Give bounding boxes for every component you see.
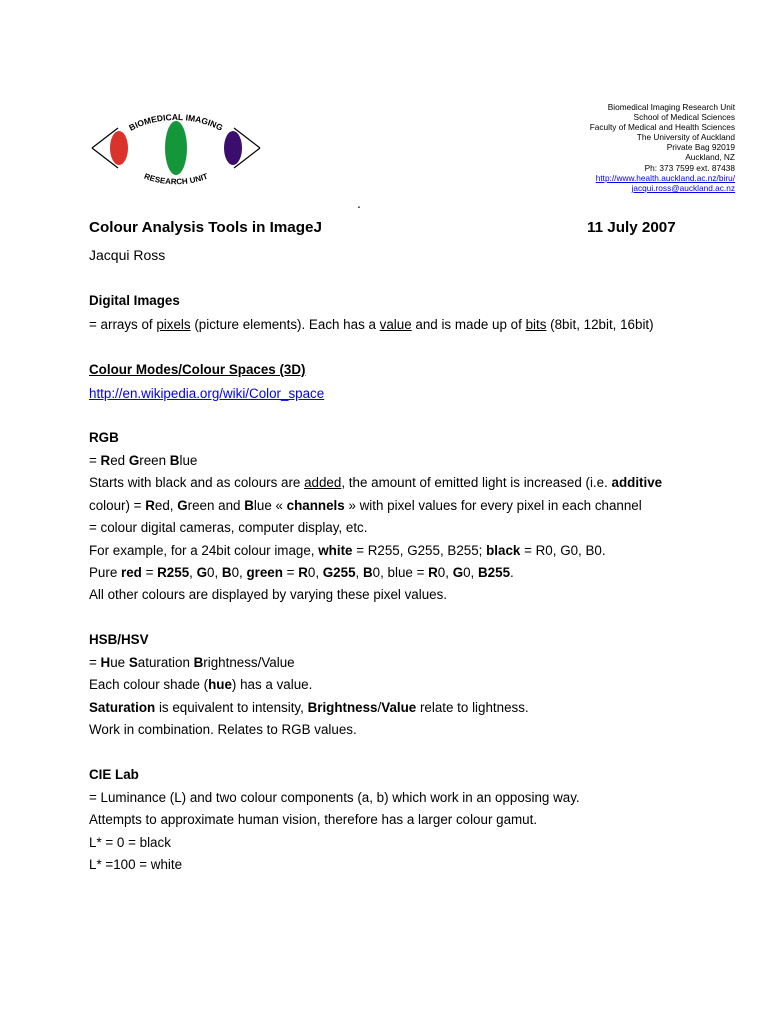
rgb-line-5: For example, for a 24bit colour image, white = R255, G255, B255; black = R0, G0, B0.: [89, 543, 606, 558]
logo-bottom-text: RESEARCH UNIT: [142, 171, 210, 187]
pixels-term: pixels: [156, 317, 191, 332]
rgb-line-2: Starts with black and as colours are added, the amount of emitted light is increased (i.e. additive: [89, 475, 663, 490]
address-line: Auckland, NZ: [685, 152, 735, 163]
cie-line-4: L* =100 = white: [89, 857, 183, 872]
digital-images-text: = arrays of pixels (picture elements). Each has a value and is made up of bits (8bit, 12bit, 16bit): [89, 317, 654, 332]
address-line: Private Bag 92019: [666, 142, 735, 153]
green-lens: [165, 121, 187, 175]
document-date: 11 July 2007: [587, 219, 676, 236]
author-name: Jacqui Ross: [89, 247, 166, 263]
address-line: School of Medical Sciences: [633, 112, 735, 123]
section-heading-rgb: RGB: [89, 430, 119, 445]
section-heading-hsb: HSB/HSV: [89, 632, 149, 647]
hsb-line-2: Each colour shade (hue) has a value.: [89, 677, 313, 692]
cie-line-2: Attempts to approximate human vision, therefore has a larger colour gamut.: [89, 812, 538, 827]
section-heading-colour-modes: Colour Modes/Colour Spaces (3D): [89, 362, 306, 377]
rgb-line-7: All other colours are displayed by varying these pixel values.: [89, 587, 448, 602]
cie-line-1: = Luminance (L) and two colour components (a, b) which work in an opposing way.: [89, 790, 580, 805]
hsb-line-1: = Hue Saturation Brightness/Value: [89, 655, 295, 670]
biomedical-imaging-logo: [88, 108, 264, 190]
address-line: Ph: 373 7599 ext. 87438: [644, 162, 735, 173]
section-heading-digital-images: Digital Images: [89, 293, 180, 308]
value-term: value: [379, 317, 412, 332]
address-line: The University of Auckland: [636, 132, 735, 143]
hsb-line-3: Saturation is equivalent to intensity, Brightness/Value relate to lightness.: [89, 700, 529, 715]
rgb-line-6: Pure red = R255, G0, B0, green = R0, G255, B0, blue = R0, G0, B255.: [89, 565, 514, 580]
purple-lens: [224, 131, 242, 165]
email-link[interactable]: jacqui.ross@auckland.ac.nz: [631, 182, 735, 193]
cie-line-3: L* = 0 = black: [89, 835, 171, 850]
bits-term: bits: [525, 317, 547, 332]
website-link[interactable]: http://www.health.auckland.ac.nz/biru/: [595, 172, 735, 183]
rgb-line-1: = Red Green Blue: [89, 453, 198, 468]
dot-marker: .: [357, 195, 361, 211]
address-line: Biomedical Imaging Research Unit: [607, 102, 735, 112]
address-block: [590, 102, 735, 193]
address-line: Faculty of Medical and Health Sciences: [589, 122, 735, 133]
logo-top-text: BIOMEDICAL IMAGING: [127, 111, 225, 133]
document-title: Colour Analysis Tools in ImageJ: [89, 219, 322, 236]
color-space-link[interactable]: http://en.wikipedia.org/wiki/Color_space: [89, 386, 325, 401]
rgb-line-4: = colour digital cameras, computer display, etc.: [89, 520, 368, 535]
section-heading-cie-lab: CIE Lab: [89, 767, 139, 782]
rgb-line-3: colour) = Red, Green and Blue « channels » with pixel values for every pixel in each channel: [89, 498, 642, 513]
red-lens: [110, 131, 128, 165]
hsb-line-4: Work in combination. Relates to RGB values.: [89, 722, 357, 737]
